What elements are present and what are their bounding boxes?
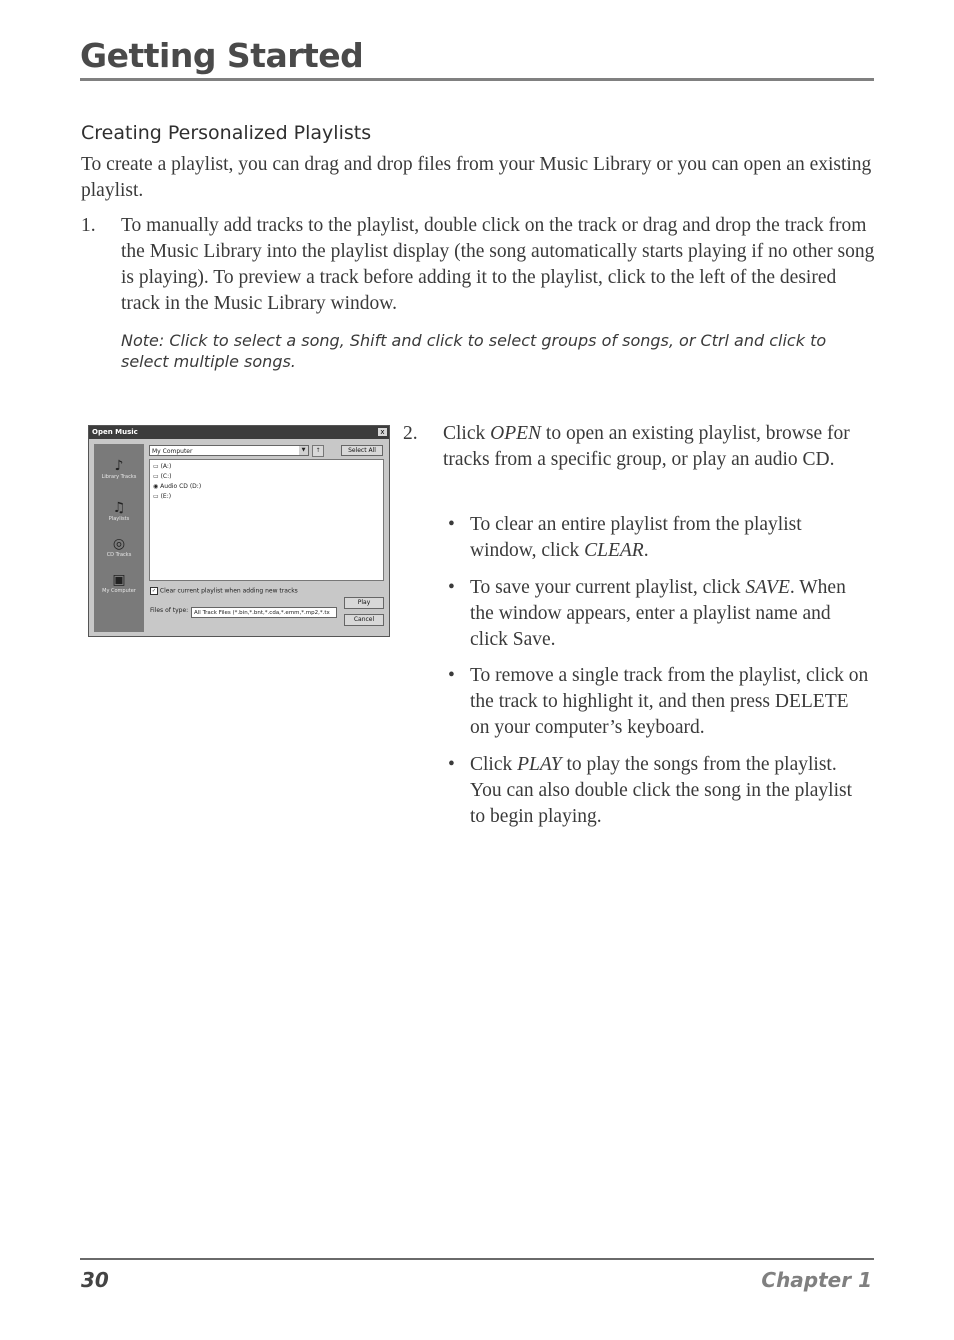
chevron-down-icon: ▼ (299, 446, 308, 455)
page-number: 30 (81, 1268, 109, 1292)
intro-paragraph: To create a playlist, you can drag and drop files from your Music Library or you can open an existing playlist. (81, 154, 872, 201)
step-1-number: 1. (81, 215, 96, 236)
file-list (149, 459, 384, 581)
header-divider (80, 78, 874, 81)
open-music-dialog-screenshot (88, 425, 390, 637)
files-of-type-combo: All Track Files (*.bin,*.bnt,*.cda,*.emm,*.mp2,*.tx (191, 607, 337, 618)
select-all-button: Select All (341, 445, 383, 456)
checkbox-label: Clear current playlist when adding new tracks (159, 587, 298, 595)
location-combo (149, 445, 309, 456)
location-value: My Computer (152, 448, 193, 455)
chapter-label: Chapter 1 (761, 1268, 872, 1292)
sidebar-item-playlists (94, 500, 144, 522)
sidebar-item-cd-tracks (94, 536, 144, 558)
step-1-text: To manually add tracks to the playlist, double click on the track or drag and drop the track from the Music Library into the playlist display (the song automatically starts playing if no other song is playing). To preview a track before adding it to the playlist, click to the left of the desired track in the Music Library window. (121, 215, 875, 314)
bullet-save: To save your current playlist, click SAVE. When the window appears, enter a playlist name and click Save. (470, 577, 846, 650)
sidebar-item-library-tracks (94, 458, 144, 480)
bullet-icon: • (448, 514, 455, 535)
files-of-type-label: Files of type: (150, 607, 189, 614)
bullet-icon: • (448, 665, 455, 686)
bullet-remove: To remove a single track from the playlist, click on the track to highlight it, and then press DELETE on your computer’s keyboard. (470, 665, 869, 738)
folder-up-icon: ↑ (312, 445, 324, 457)
note-text: Note: Click to select a song, Shift and click to select groups of songs, or Ctrl and click to select multiple songs. (121, 331, 827, 371)
dialog-title: Open Music (89, 426, 389, 439)
close-icon: x (378, 428, 387, 436)
section-heading: Creating Personalized Playlists (81, 122, 372, 144)
bullet-icon: • (448, 577, 455, 598)
list-item: ▭ (C:) (153, 473, 172, 480)
dialog-sidebar (94, 444, 144, 632)
sidebar-item-label: Library Tracks (101, 474, 137, 480)
checkmark-icon: ✓ (151, 588, 157, 594)
page-title: Getting Started (80, 36, 364, 75)
step-2-number: 2. (403, 423, 418, 444)
list-item: ◉ Audio CD (D:) (153, 483, 202, 490)
sidebar-item-label: CD Tracks (106, 552, 132, 558)
footer-divider (80, 1258, 874, 1260)
list-item: ▭ (E:) (153, 493, 172, 500)
step-2-text: Click OPEN to open an existing playlist, browse for tracks from a specific group, or play an audio CD. (443, 423, 850, 470)
sidebar-item-my-computer (94, 572, 144, 594)
cancel-button: Cancel (344, 614, 384, 626)
cd-icon: ◎ (112, 536, 126, 552)
computer-icon: ▣ (112, 572, 126, 588)
list-item: ▭ (A:) (153, 463, 172, 470)
bullet-icon: • (448, 754, 455, 775)
sidebar-item-label: Playlists (108, 516, 130, 522)
music-note-icon: ♪ (114, 458, 124, 474)
bullet-play: Click PLAY to play the songs from the playlist. You can also double click the song in the playlist to begin playing. (470, 754, 853, 827)
clear-playlist-checkbox (150, 587, 298, 595)
play-button: Play (344, 597, 384, 609)
sidebar-item-label: My Computer (102, 588, 136, 594)
playlist-icon: ♫ (112, 500, 126, 516)
bullet-clear: To clear an entire playlist from the playlist window, click CLEAR. (470, 514, 802, 561)
